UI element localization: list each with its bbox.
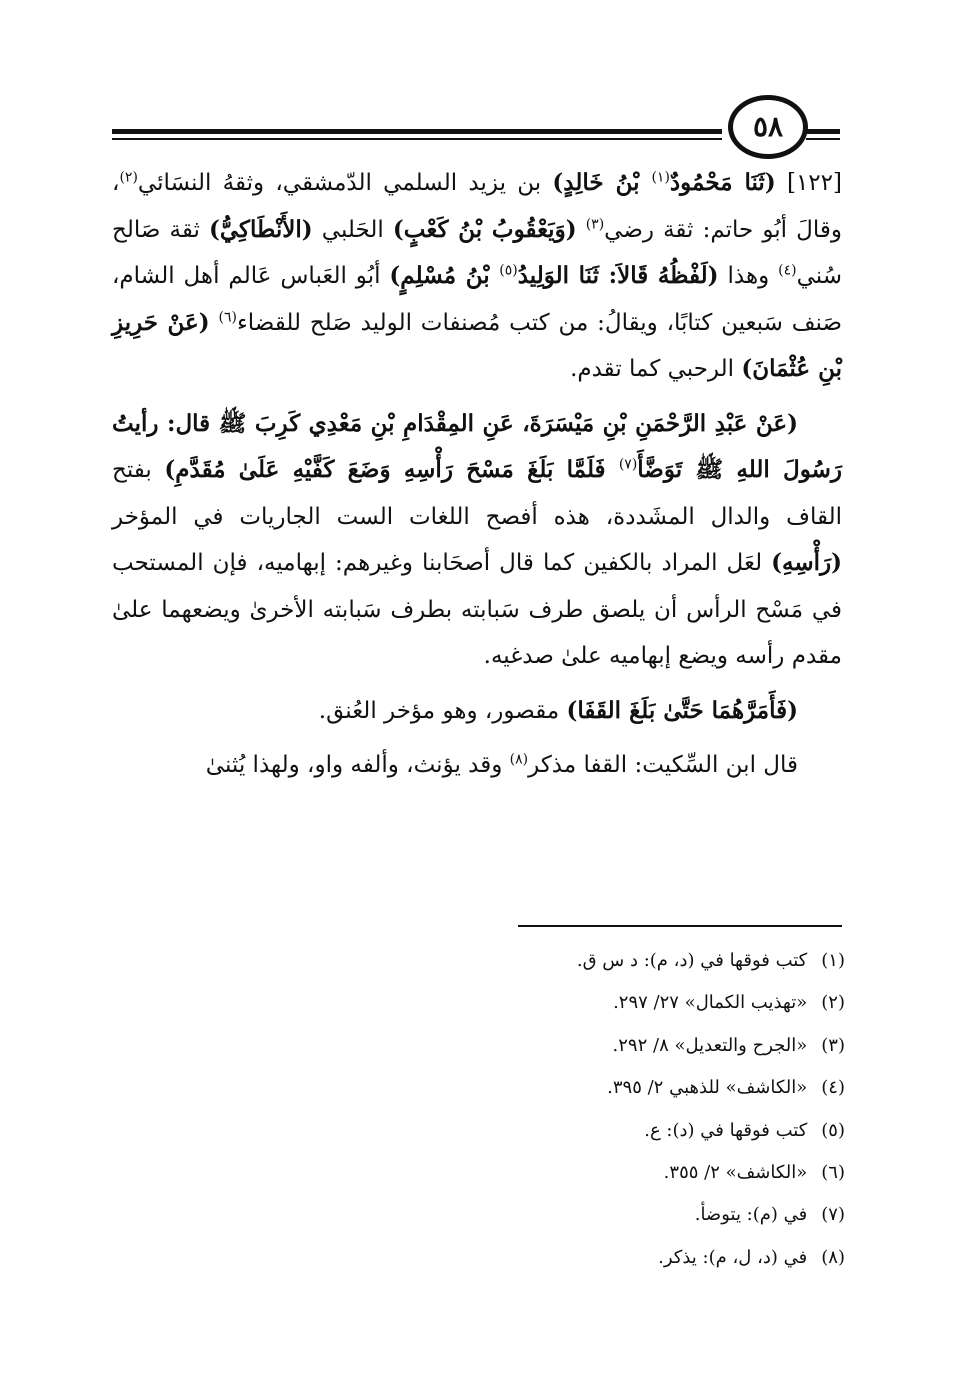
page-header (100, 95, 840, 165)
commentary: ثقة صَالح سُني (112, 216, 842, 289)
commentary: وهذا (718, 263, 779, 289)
footnote-text: «الجرح والتعديل» ٨/ ٢٩٢. (612, 1034, 808, 1056)
footnote-item (420, 1237, 845, 1279)
footnote-ref-4[interactable]: (٤) (778, 262, 797, 279)
commentary: الرحبي كما تقدم. (570, 356, 742, 382)
hadith-number: [١٢٢] (775, 170, 842, 196)
footnote-item (420, 1194, 845, 1236)
footnote-text: «تهذيب الكمال» ٢٧/ ٢٩٧. (613, 992, 808, 1014)
footnote-number: (٦) (821, 1161, 845, 1183)
main-text (112, 160, 842, 789)
quote: (رَأْسِهِ) (771, 549, 842, 576)
quote: (عَنْ حَرِيزِ بْنِ عُثْمَانَ) (112, 308, 842, 382)
quote: فَلَمَّا بَلَغَ مَسْحَ رَأْسِهِ وَضَعَ كَفَّيْهِ عَلَىٰ مُقَدَّمِ) (164, 456, 619, 483)
footnote-text: في (م): يتوضأ. (694, 1204, 808, 1226)
quote: (ثَنَا مَحْمُودٌ (669, 169, 776, 196)
commentary: قال ابن السِّكيت: القفا مذكر (528, 752, 798, 778)
quote: (لَفْظُهُ قَالاَ: ثَنَا الوَلِيدُ (517, 262, 719, 289)
footnote-ref-7[interactable]: (٧) (618, 456, 638, 473)
footnote-number: (٥) (821, 1119, 845, 1141)
footnote-ref-3[interactable]: (٣) (585, 215, 605, 232)
footnote-item (420, 1152, 845, 1194)
footnote-ref-6[interactable]: (٦) (218, 308, 237, 325)
quote: بْنُ مُسْلِمٍ) (389, 262, 500, 289)
page-number: ٥٨ (752, 110, 784, 143)
paragraph-1 (112, 160, 842, 393)
commentary: وقد يؤنث، وألفه واو، ولهذا يُثنىٰ (205, 752, 510, 778)
paragraph-4 (112, 742, 842, 789)
commentary: ، وقالَ أبُو حاتم: ثقة رضي (112, 170, 842, 243)
header-rule-thin (112, 138, 722, 140)
footnote-item (420, 1025, 845, 1067)
footnote-text: في (د، ل، م): يذكر. (658, 1246, 808, 1268)
footnote-item (420, 1067, 845, 1109)
commentary: الحَلبي (312, 216, 393, 243)
footnote-ref-8[interactable]: (٨) (509, 751, 529, 768)
paragraph-3 (112, 688, 842, 735)
commentary: مقصور، وهو مؤخر العُنق. (318, 697, 567, 724)
quote: (عَنْ عَبْدِ الرَّحْمَنِ بْنِ مَيْسَرَةَ، عَنِ المِقْدَامِ بْنِ مَعْدِي كَرِبَ ﷺ قال: رأيتُ رَسُولَ اللهِ ﷺ تَوَضَّأَ (112, 409, 842, 483)
footnote-text: «الكاشف» ٢/ ٣٥٥. (663, 1161, 808, 1183)
page-number-badge (728, 95, 808, 159)
footnote-ref-1[interactable]: (١) (651, 169, 670, 186)
footnote-text: «الكاشف» للذهبي ٢/ ٣٩٥. (607, 1077, 808, 1099)
quote: بْنُ خَالِدٍ) (552, 169, 652, 196)
footnote-item (420, 1110, 845, 1152)
footnotes (420, 940, 845, 1279)
footnote-number: (٢) (821, 992, 845, 1014)
footnote-number: (١) (821, 950, 845, 971)
quote: (وَيَعْقُوبُ بْنُ كَعْبٍ) (392, 215, 577, 243)
footnote-separator (518, 925, 842, 927)
footnote-text: كتب فوقها في (د): ع. (644, 1119, 808, 1141)
footnote-number: (٣) (821, 1034, 845, 1056)
header-rule-right (806, 129, 840, 134)
quote: (الأَنْطَاكِيُّ) (209, 215, 313, 243)
commentary: بن يزيد السلمي الدّمشقي، وثقهُ النسَائي (137, 170, 553, 196)
footnote-number: (٧) (821, 1204, 845, 1226)
footnote-ref-2[interactable]: (٢) (119, 169, 138, 186)
commentary: أبُو العَباس عَالم أهل الشام، صَنف سَبعين كتابًا، ويقالُ: من كتب مُصنفات الوليد صَلح للقضاء (112, 263, 843, 336)
footnote-number: (٤) (821, 1077, 845, 1099)
paragraph-2 (112, 401, 842, 680)
header-rule-thick (112, 129, 722, 134)
spacer-text (577, 217, 586, 243)
footnote-item (420, 982, 845, 1024)
footnote-text: كتب فوقها في (د، م): د س ق. (576, 950, 808, 971)
footnote-item (420, 940, 845, 982)
quote: (فَأَمَرَّهُمَا حَتَّىٰ بَلَغَ القَفَا) (566, 696, 798, 724)
header-rule-right-thin (806, 138, 840, 140)
footnote-number: (٨) (821, 1246, 845, 1268)
spacer-text (210, 310, 219, 336)
commentary: بفتح القاف والدال المشَددة، هذه أفصح اللغات الست الجاريات في المؤخر (112, 457, 842, 530)
commentary: لعَل المراد بالكفين كما قال أصحَابنا وغيرهم: إبهاميه، فإن المستحب في مَسْح الرأس أن يلصق طرف سَبابته بطرف سَبابته الأخرىٰ ويضعهما علىٰ مقدم رأسه ويضع إبهاميه علىٰ صدغيه. (112, 550, 842, 669)
footnote-ref-5[interactable]: (٥) (499, 262, 518, 279)
